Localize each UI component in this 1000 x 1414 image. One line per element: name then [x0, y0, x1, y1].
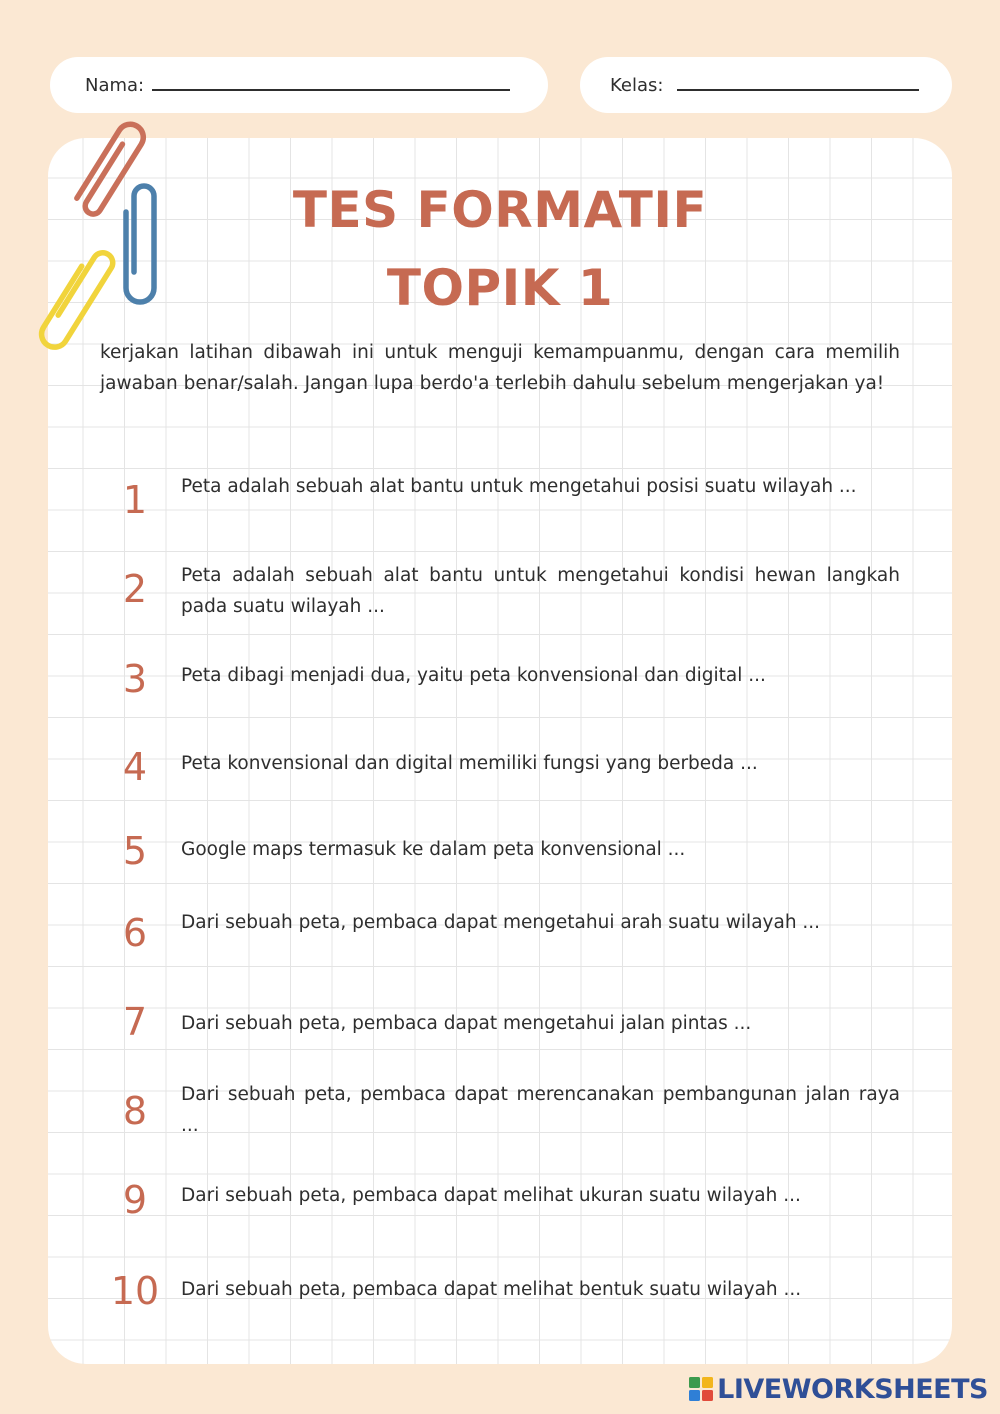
- question-number-9: 9: [122, 1178, 148, 1222]
- question-text-10: Dari sebuah peta, pembaca dapat melihat bentuk suatu wilayah ...: [181, 1279, 802, 1300]
- title-line-1: TES FORMATIF: [292, 181, 708, 239]
- class-input-line[interactable]: [677, 89, 919, 91]
- question-text-5: Google maps termasuk ke dalam peta konvensional ...: [181, 839, 686, 860]
- question-text-9: Dari sebuah peta, pembaca dapat melihat ukuran suatu wilayah ...: [181, 1185, 801, 1206]
- liveworksheets-logo-icon: [689, 1377, 713, 1401]
- question-text-3: Peta dibagi menjadi dua, yaitu peta konvensional dan digital ...: [181, 665, 766, 686]
- name-field[interactable]: [50, 57, 548, 113]
- question-text-6: Dari sebuah peta, pembaca dapat mengetahui arah suatu wilayah ...: [181, 912, 821, 933]
- question-text-1: Peta adalah sebuah alat bantu untuk mengetahui posisi suatu wilayah ...: [181, 476, 857, 497]
- question-text-7: Dari sebuah peta, pembaca dapat mengetahui jalan pintas ...: [181, 1013, 752, 1034]
- question-text-4: Peta konvensional dan digital memiliki fungsi yang berbeda ...: [181, 753, 758, 774]
- worksheet-card: [48, 138, 952, 1364]
- red-paperclip-icon: [74, 119, 149, 217]
- class-field[interactable]: [580, 57, 952, 113]
- question-number-2: 2: [122, 567, 148, 611]
- liveworksheets-logo-text: LIVEWORKSHEETS: [717, 1373, 988, 1405]
- liveworksheets-branding[interactable]: [689, 1372, 988, 1406]
- blue-paperclip-icon: [126, 186, 154, 302]
- instructions-text: kerjakan latihan dibawah ini untuk menguji kemampuanmu, dengan cara memilih jawaban benar/salah. Jangan lupa berdo'a terlebih dahulu sebelum mengerjakan ya!: [100, 342, 900, 394]
- question-number-8: 8: [122, 1089, 148, 1133]
- question-text-8: Dari sebuah peta, pembaca dapat merencanakan pembangunan jalan raya ...: [181, 1084, 900, 1136]
- title-line-2: TOPIK 1: [386, 259, 614, 317]
- question-number-4: 4: [122, 745, 148, 789]
- yellow-paperclip-icon: [38, 246, 116, 352]
- question-text-2: Peta adalah sebuah alat bantu untuk mengetahui kondisi hewan langkah pada suatu wilayah ...: [181, 565, 900, 617]
- question-number-1: 1: [122, 478, 148, 522]
- question-number-7: 7: [122, 1000, 148, 1044]
- question-number-3: 3: [122, 657, 148, 701]
- question-number-10: 10: [110, 1269, 160, 1313]
- question-number-5: 5: [122, 829, 148, 873]
- paperclips-decoration: [38, 116, 173, 361]
- name-label: Nama:: [85, 74, 145, 96]
- question-number-6: 6: [122, 911, 148, 955]
- class-label: Kelas:: [610, 74, 664, 96]
- name-input-line[interactable]: [152, 89, 510, 91]
